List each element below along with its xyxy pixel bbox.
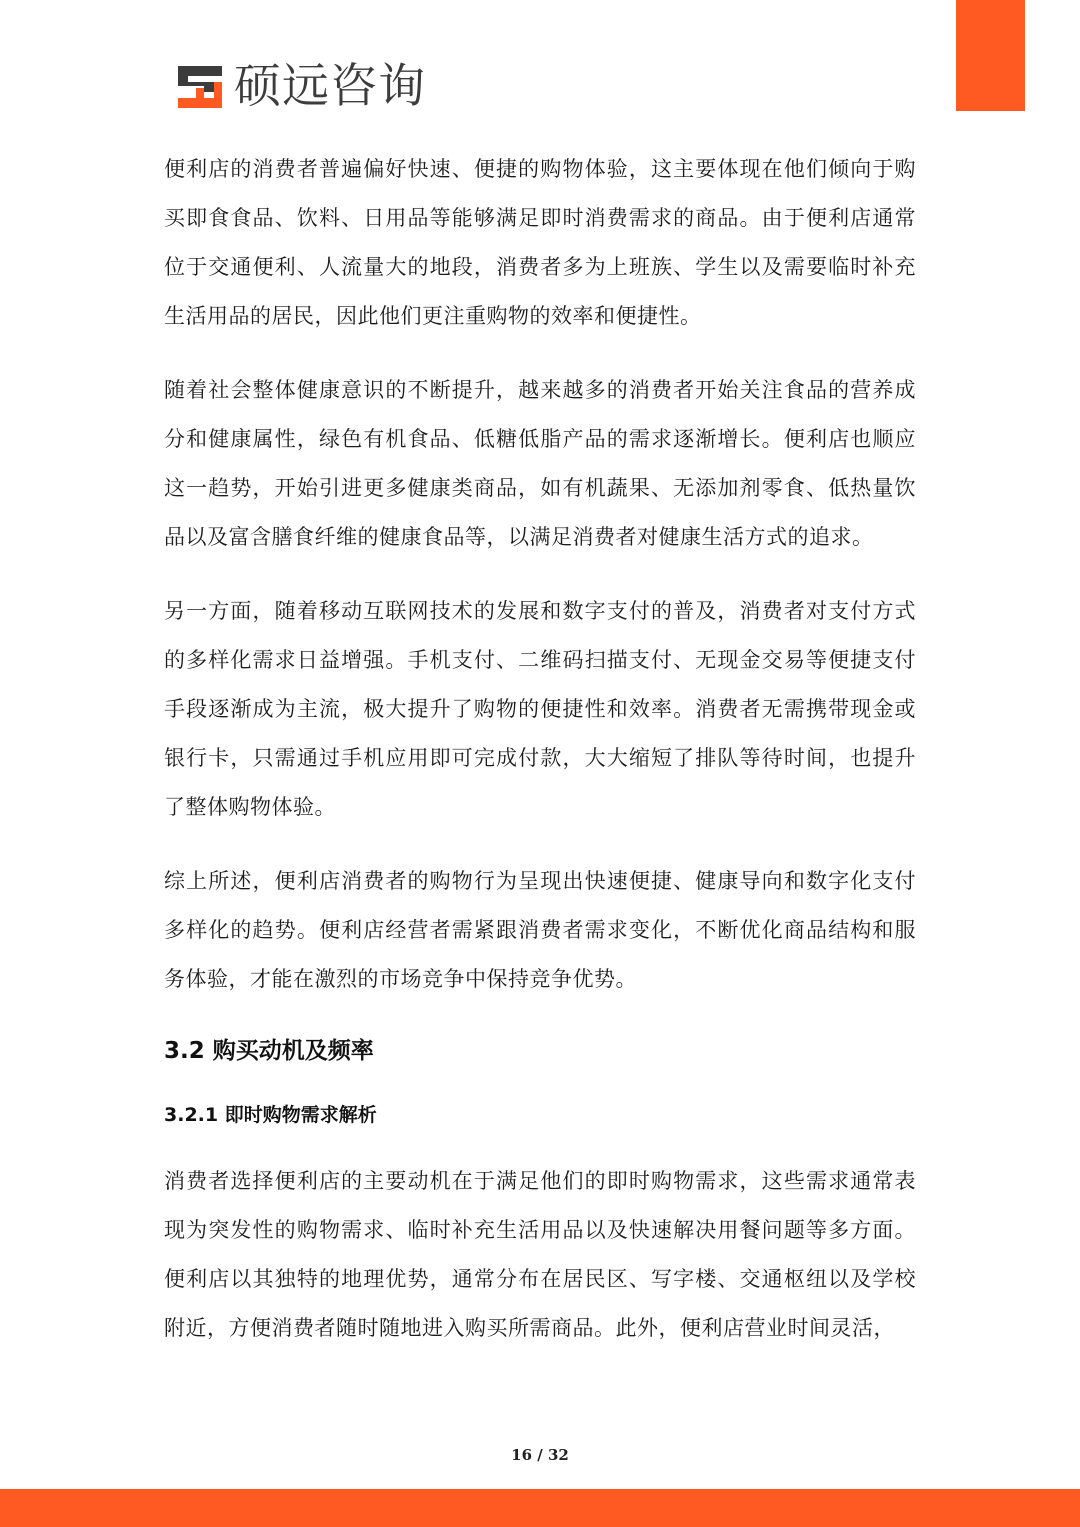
bottom-accent-band [0,1489,1080,1527]
brand-name: 硕远咨询 [234,59,426,114]
paragraph-digital-payment: 另一方面，随着移动互联网技术的发展和数字支付的普及，消费者对支付方式的多样化需求日益增强。手机支付、二维码扫描支付、无现金交易等便捷支付手段逐渐成为主流，极大提升了购物的便捷性和效率。消费者无需携带现金或银行卡，只需通过手机应用即可完成付款，大大缩短了排队等待时间，也提升了整体购物体验。 [164,599,916,819]
brand-s-logo-icon [176,64,224,110]
top-accent-bar [956,0,1025,111]
document-body [164,145,916,1378]
subsection-heading: 3.2.1 即时购物需求解析 [164,1104,377,1126]
paragraph-instant-demand: 消费者选择便利店的主要动机在于满足他们的即时购物需求，这些需求通常表现为突发性的购物需求、临时补充生活用品以及快速解决用餐问题等多方面。便利店以其独特的地理优势，通常分布在居民区、写字楼、交通枢纽以及学校附近，方便消费者随时随地进入购买所需商品。此外，便利店营业时间灵活， [164,1169,916,1340]
section-heading: 3.2 购买动机及频率 [164,1038,374,1064]
brand-logo [176,60,426,114]
paragraph-summary: 综上所述，便利店消费者的购物行为呈现出快速便捷、健康导向和数字化支付多样化的趋势。便利店经营者需紧跟消费者需求变化，不断优化商品结构和服务体验，才能在激烈的市场竞争中保持竞争优势。 [164,869,916,991]
page-number: 16 / 32 [511,1446,569,1464]
paragraph-health-trend: 随着社会整体健康意识的不断提升，越来越多的消费者开始关注食品的营养成分和健康属性，绿色有机食品、低糖低脂产品的需求逐渐增长。便利店也顺应这一趋势，开始引进更多健康类商品，如有机蔬果、无添加剂零食、低热量饮品以及富含膳食纤维的健康食品等，以满足消费者对健康生活方式的追求。 [164,378,916,549]
paragraph-shopping-preference: 便利店的消费者普遍偏好快速、便捷的购物体验，这主要体现在他们倾向于购买即食食品、饮料、日用品等能够满足即时消费需求的商品。由于便利店通常位于交通便利、人流量大的地段，消费者多为上班族、学生以及需要临时补充生活用品的居民，因此他们更注重购物的效率和便捷性。 [164,157,916,328]
